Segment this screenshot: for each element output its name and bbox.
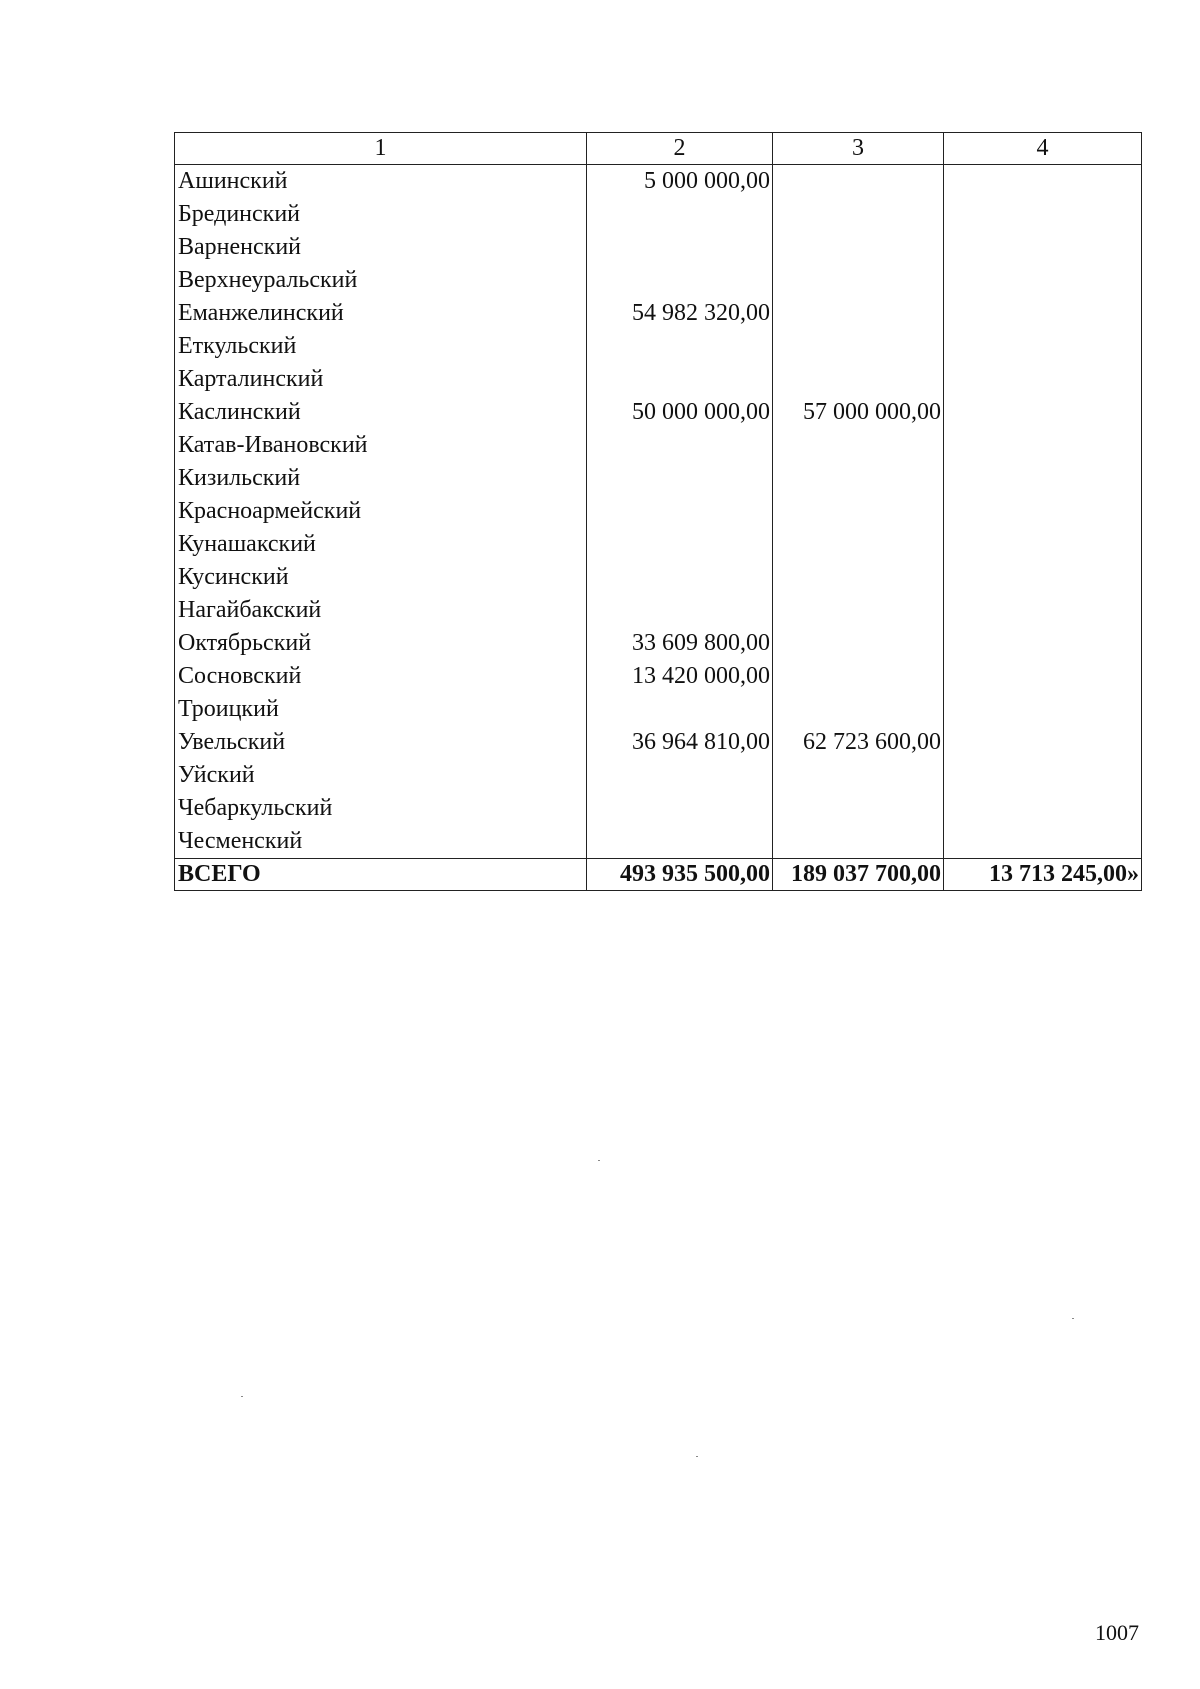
- table-row: [175, 363, 1142, 396]
- column-3-value: [773, 264, 944, 297]
- column-3-value: [773, 363, 944, 396]
- table-row: [175, 726, 1142, 759]
- column-4-value: [944, 165, 1142, 199]
- header-row: [175, 133, 1142, 165]
- table-row: [175, 330, 1142, 363]
- scan-speck: [696, 1456, 698, 1457]
- column-2-value: [587, 231, 773, 264]
- column-2-value: 50 000 000,00: [587, 396, 773, 429]
- column-2-value: [587, 363, 773, 396]
- table-row: [175, 396, 1142, 429]
- column-3-value: [773, 561, 944, 594]
- column-3-value: [773, 462, 944, 495]
- district-name: Брединский: [175, 198, 587, 231]
- district-name: Еткульский: [175, 330, 587, 363]
- column-3-value: [773, 528, 944, 561]
- district-name: Нагайбакский: [175, 594, 587, 627]
- scan-speck: [1072, 1318, 1074, 1319]
- column-2-value: 54 982 320,00: [587, 297, 773, 330]
- table-row: [175, 627, 1142, 660]
- district-name: Еманжелинский: [175, 297, 587, 330]
- district-name: Чебаркульский: [175, 792, 587, 825]
- district-name: Каслинский: [175, 396, 587, 429]
- column-2-value: [587, 561, 773, 594]
- total-column-2: 493 935 500,00: [587, 859, 773, 891]
- column-header-4: 4: [944, 133, 1142, 165]
- table-row: [175, 231, 1142, 264]
- column-4-value: [944, 561, 1142, 594]
- table-row: [175, 198, 1142, 231]
- page-number: 1007: [1095, 1620, 1139, 1645]
- scan-speck: [598, 1160, 600, 1161]
- district-name: Чесменский: [175, 825, 587, 859]
- table-row: [175, 693, 1142, 726]
- column-4-value: [944, 462, 1142, 495]
- column-2-value: 36 964 810,00: [587, 726, 773, 759]
- column-3-value: [773, 198, 944, 231]
- column-4-value: [944, 594, 1142, 627]
- column-2-value: [587, 693, 773, 726]
- column-4-value: [944, 264, 1142, 297]
- column-4-value: [944, 660, 1142, 693]
- total-column-4: 13 713 245,00»: [944, 859, 1142, 891]
- table-row: [175, 528, 1142, 561]
- column-3-value: [773, 165, 944, 199]
- column-3-value: [773, 825, 944, 859]
- column-2-value: 5 000 000,00: [587, 165, 773, 199]
- table-row: [175, 264, 1142, 297]
- district-name: Октябрьский: [175, 627, 587, 660]
- column-3-value: [773, 627, 944, 660]
- district-name: Варненский: [175, 231, 587, 264]
- table-row: [175, 495, 1142, 528]
- column-4-value: [944, 231, 1142, 264]
- column-2-value: [587, 759, 773, 792]
- column-3-value: [773, 231, 944, 264]
- column-3-value: 62 723 600,00: [773, 726, 944, 759]
- district-name: Троицкий: [175, 693, 587, 726]
- column-3-value: [773, 660, 944, 693]
- column-4-value: [944, 495, 1142, 528]
- column-2-value: [587, 825, 773, 859]
- column-2-value: [587, 495, 773, 528]
- column-3-value: [773, 330, 944, 363]
- table-header: [175, 133, 1142, 165]
- district-name: Ашинский: [175, 165, 587, 199]
- district-name: Карталинский: [175, 363, 587, 396]
- column-4-value: [944, 429, 1142, 462]
- column-3-value: [773, 792, 944, 825]
- table-row: [175, 792, 1142, 825]
- table-row: [175, 825, 1142, 859]
- column-4-value: [944, 759, 1142, 792]
- district-name: Катав-Ивановский: [175, 429, 587, 462]
- table-row: [175, 561, 1142, 594]
- table-row: [175, 594, 1142, 627]
- column-3-value: 57 000 000,00: [773, 396, 944, 429]
- column-4-value: [944, 198, 1142, 231]
- column-3-value: [773, 429, 944, 462]
- column-4-value: [944, 330, 1142, 363]
- column-3-value: [773, 495, 944, 528]
- district-name: Увельский: [175, 726, 587, 759]
- column-2-value: [587, 264, 773, 297]
- column-2-value: 13 420 000,00: [587, 660, 773, 693]
- column-2-value: [587, 198, 773, 231]
- table-body: [175, 165, 1142, 891]
- column-3-value: [773, 297, 944, 330]
- column-4-value: [944, 627, 1142, 660]
- column-2-value: [587, 528, 773, 561]
- table-row: [175, 759, 1142, 792]
- scan-speck: [241, 1396, 243, 1397]
- table-row: [175, 297, 1142, 330]
- column-4-value: [944, 825, 1142, 859]
- allocation-table: [174, 132, 1142, 891]
- total-label: ВСЕГО: [175, 859, 587, 891]
- column-2-value: [587, 792, 773, 825]
- column-2-value: 33 609 800,00: [587, 627, 773, 660]
- table-row: [175, 660, 1142, 693]
- column-4-value: [944, 363, 1142, 396]
- district-name: Кунашакский: [175, 528, 587, 561]
- column-4-value: [944, 693, 1142, 726]
- column-4-value: [944, 726, 1142, 759]
- total-column-3: 189 037 700,00: [773, 859, 944, 891]
- column-header-1: 1: [175, 133, 587, 165]
- district-name: Сосновский: [175, 660, 587, 693]
- column-2-value: [587, 330, 773, 363]
- table-row: [175, 165, 1142, 199]
- column-4-value: [944, 792, 1142, 825]
- column-2-value: [587, 429, 773, 462]
- column-header-2: 2: [587, 133, 773, 165]
- district-name: Уйский: [175, 759, 587, 792]
- table-row: [175, 462, 1142, 495]
- column-4-value: [944, 297, 1142, 330]
- column-4-value: [944, 528, 1142, 561]
- column-3-value: [773, 759, 944, 792]
- total-row: [175, 859, 1142, 891]
- district-name: Красноармейский: [175, 495, 587, 528]
- column-3-value: [773, 594, 944, 627]
- table-row: [175, 429, 1142, 462]
- column-2-value: [587, 462, 773, 495]
- district-name: Кусинский: [175, 561, 587, 594]
- column-2-value: [587, 594, 773, 627]
- column-4-value: [944, 396, 1142, 429]
- district-name: Кизильский: [175, 462, 587, 495]
- column-3-value: [773, 693, 944, 726]
- district-name: Верхнеуральский: [175, 264, 587, 297]
- column-header-3: 3: [773, 133, 944, 165]
